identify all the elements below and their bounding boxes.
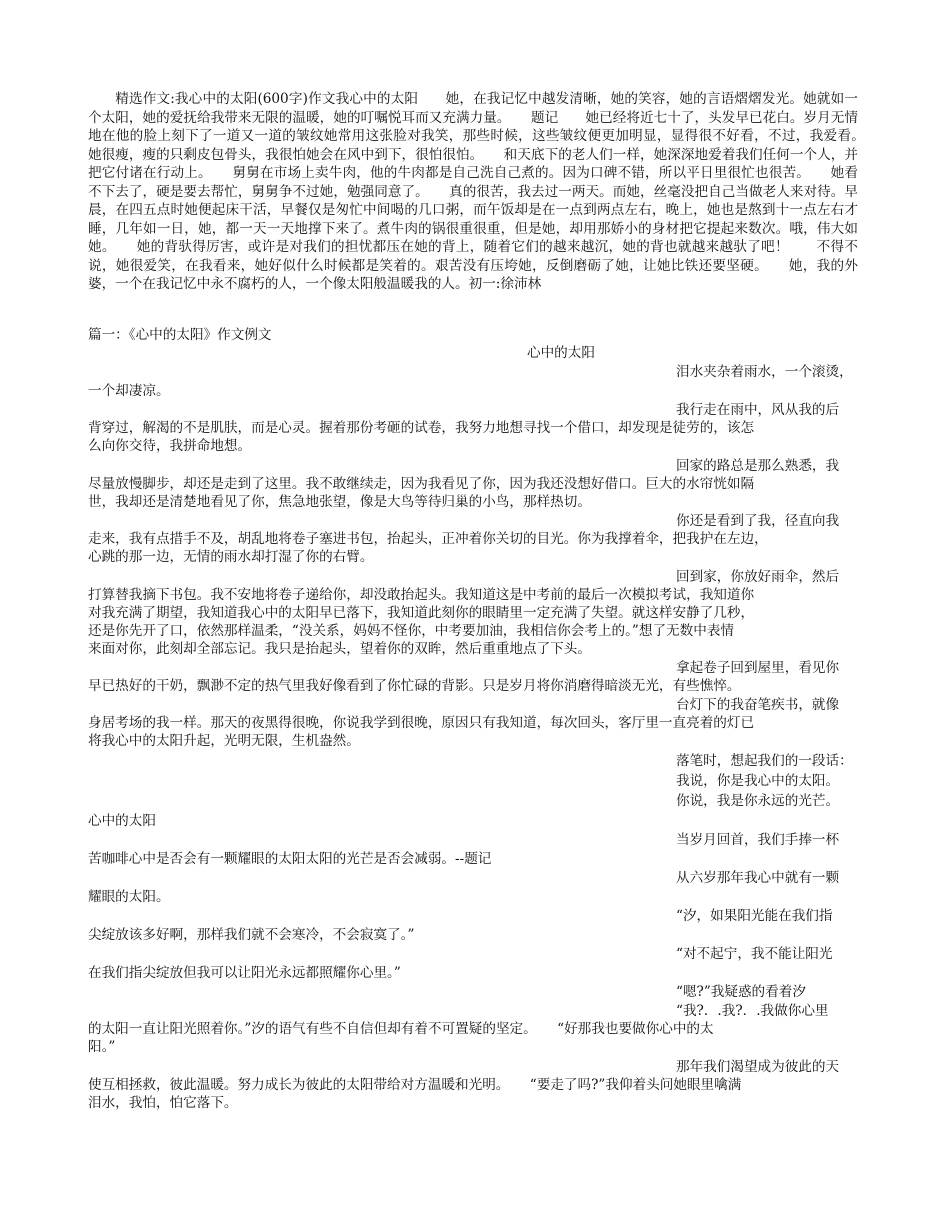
text-line: 耀眼的太阳。 [88, 889, 170, 905]
text-line: 尖绽放该多好啊，那样我们就不会寒冷，不会寂寞了。” [88, 927, 415, 943]
text-line: 将我心中的太阳升起，光明无限，生机盎然。 [88, 733, 360, 749]
text-line: 还是你先开了口，依然那样温柔，“没关系，妈妈不怪你，中考要加油，我相信你会考上的。”想了无数中表情 [88, 623, 735, 639]
text-line: 身居考场的我一样。那天的夜黑得很晚，你说我学到很晚，原因只有我知道，每次回头，客厅里一直亮着的灯已 [88, 715, 755, 731]
intro-paragraph: 精选作文:我心中的太阳(600字)作文我心中的太阳 她，在我记忆中越发清晰，她的笑容，她的言语熠熠发光。她就如一个太阳，她的爱抚给我带来无限的温暖，她的叮嘱悦耳而又充满力量。 题记 她已经将近七十了，头发早已花白。岁月无情地在他的脸上刻下了一道又一道的皱纹她常用这张脸对我笑，那些时候，这些皱纹便更加明显，显得很不好看，不过，我爱看。 她很瘦，瘦的只剩皮包骨头，我很怕她会在风中到下，很怕很怕。 和天底下的老人们一样，她深深地爱着我们任何一个人，并把它付诸在行动上。 舅舅在市场上卖牛肉，他的牛肉都是自己洗自己煮的。因为口碑不错，所以平日里很忙也很苦。 她看不下去了，硬是要去帮忙，舅舅争不过她，勉强同意了。 真的很苦，我去过一两天。而她，丝毫没把自己当做老人来对待。早晨，在四五点时她便起床干活，早餐仅是匆忙中间喝的几口粥，而午饭却是在一点到两点左右，晚上，她也是熬到十一点左右才睡，几年如一日，她，都一天一天地撑下来了。煮牛肉的锅很重很重，但是她，却用那娇小的身材把它提起来数次。哦，伟大如她。 她的背驮得厉害，或许是对我们的担忧都压在她的背上，随着它们的越来越沉，她的背也就越来越驮了吧！ 不得不说，她很爱笑，在我看来，她好似什么时候都是笑着的。艰苦没有压垮她，反倒磨砺了她，让她比铁还要坚硬。 她，我的外婆，一个在我记忆中永不腐朽的人，一个像太阳般温暖我的人。初一:徐沛林 [88, 91, 886, 292]
text-line: 苦咖啡心中是否会有一颗耀眼的太阳太阳的光芒是否会减弱。--题记 [88, 851, 492, 867]
text-line: “汐，如果阳光能在我们指 [676, 908, 833, 924]
text-line: 你说，我是你永远的光芒。 [676, 793, 840, 809]
text-line: 么向你交待，我拼命地想。 [88, 438, 252, 454]
text-line: 当岁月回首，我们手捧一杯 [676, 832, 840, 848]
text-line: 台灯下的我奋笔疾书，就像 [676, 697, 840, 713]
text-line: “嗯?”我疑惑的看着汐 [676, 984, 806, 1000]
text-line: 对我充满了期望，我知道我心中的太阳早已落下，我知道此刻你的眼睛里一定充满了失望。就这样安静了几秒， [88, 605, 755, 621]
essay-title: 心中的太阳 [527, 345, 595, 361]
text-line: 背穿过，解渴的不是肌肤，而是心灵。握着那份考砸的试卷，我努力地想寻找一个借口，却发现是徒劳的，该怎 [88, 420, 755, 436]
text-line: 回到家，你放好雨伞，然后 [676, 569, 840, 585]
text-line: 落笔时，想起我们的一段话： [676, 753, 853, 769]
text-line: “对不起宁，我不能让阳光 [676, 946, 833, 962]
text-line: 阳。” [88, 1039, 116, 1055]
text-line: 打算替我摘下书包。我不安地将卷子递给你，却没敢抬起头。我知道这是中考前的最后一次模拟考试，我知道你 [88, 587, 755, 603]
text-line: 泪水夹杂着雨水，一个滚烫， [676, 364, 853, 380]
text-line: 来面对你，此刻却全部忘记。我只是抬起头，望着你的双眸，然后重重地点了下头。 [88, 641, 591, 657]
text-line: 早已热好的干奶，飘渺不定的热气里我好像看到了你忙碌的背影。只是岁月将你消磨得暗淡无光，有些憔悴。 [88, 678, 741, 694]
text-line: 在我们指尖绽放但我可以让阳光永远都照耀你心里。” [88, 965, 401, 981]
text-line: 走来，我有点措手不及，胡乱地将卷子塞进书包，抬起头，正冲着你关切的目光。你为我撑着伞，把我护在左边， [88, 531, 768, 547]
text-line: 从六岁那年我心中就有一颗 [676, 870, 840, 886]
text-line: 尽量放慢脚步，却还是走到了这里。我不敢继续走，因为我看见了你，因为我还没想好借口。巨大的水帘恍如隔 [88, 476, 755, 492]
text-line: 拿起卷子回到屋里，看见你 [676, 660, 840, 676]
text-line: 泪水，我怕，怕它落下。 [88, 1095, 238, 1111]
essay-heading: 篇一：《心中的太阳》作文例文 [88, 327, 272, 343]
text-line: “我?．.我?．.我做你心里 [676, 1003, 829, 1019]
text-line: 的太阳一直让阳光照着你。”汐的语气有些不自信但却有着不可置疑的坚定。 “好那我也要做你心中的太 [88, 1021, 714, 1037]
text-line: 你还是看到了我，径直向我 [676, 513, 840, 529]
text-line: 一个却凄凉。 [88, 383, 170, 399]
text-line: 我说，你是我心中的太阳。 [676, 773, 840, 789]
text-line: 我行走在雨中，风从我的后 [676, 402, 840, 418]
section-title: 心中的太阳 [88, 813, 156, 829]
text-line: 那年我们渴望成为彼此的天 [676, 1059, 840, 1075]
text-line: 心跳的那一边，无情的雨水却打湿了你的右臂。 [88, 549, 374, 565]
text-line: 回家的路总是那么熟悉，我 [676, 458, 840, 474]
text-line: 使互相拯救，彼此温暖。努力成长为彼此的太阳带给对方温暖和光明。 “要走了吗?”我仰着头问她眼里噙满 [88, 1077, 742, 1093]
text-line: 世，我却还是清楚地看见了你，焦急地张望，像是大鸟等待归巢的小鸟，那样热切。 [88, 494, 591, 510]
